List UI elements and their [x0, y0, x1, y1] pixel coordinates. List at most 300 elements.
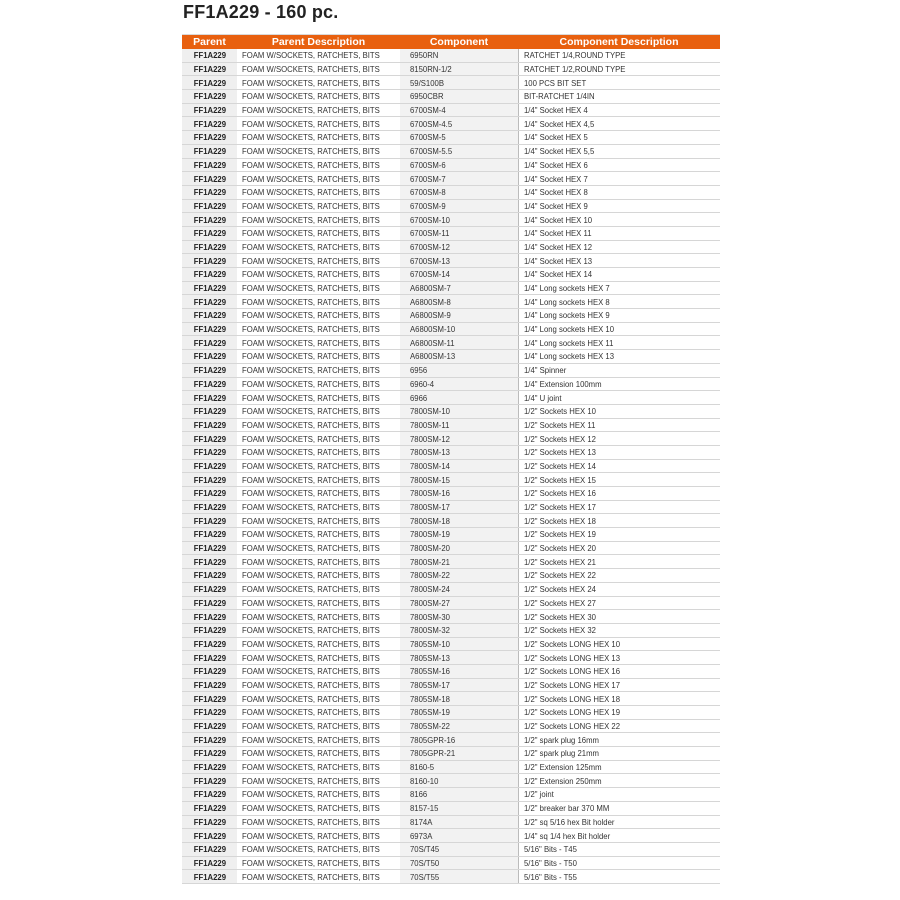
component-description-cell — [518, 445, 720, 459]
component-description-cell — [518, 322, 720, 336]
parent-description-cell — [237, 815, 400, 829]
parent-cell — [182, 350, 237, 364]
parent-description-cell — [237, 623, 400, 637]
component-cell — [400, 90, 518, 104]
component-description-cell-text: 1/2" breaker bar 370 MM — [523, 803, 609, 814]
component-cell — [400, 76, 518, 90]
component-cell-text: 7800SM-12 — [410, 433, 450, 444]
parent-description-cell — [237, 555, 400, 569]
component-description-cell-text: 1/2" Sockets LONG HEX 22 — [523, 721, 620, 732]
component-description-cell-text: 1/4" Long sockets HEX 9 — [523, 310, 610, 321]
component-cell-text: 7800SM-14 — [410, 460, 450, 471]
parent-description-cell-text: FOAM W/SOCKETS, RATCHETS, BITS — [242, 625, 380, 636]
parent-description-cell — [237, 418, 400, 432]
table-row — [182, 226, 720, 240]
parent-description-cell — [237, 541, 400, 555]
parent-cell — [182, 541, 237, 555]
parent-description-cell-text: FOAM W/SOCKETS, RATCHETS, BITS — [242, 159, 380, 170]
parent-description-cell — [237, 651, 400, 665]
parent-description-cell — [237, 254, 400, 268]
parent-description-cell — [237, 801, 400, 815]
parent-cell-text: FF1A229 — [193, 775, 226, 786]
component-description-cell-text: 1/2" joint — [523, 789, 554, 800]
component-description-cell — [518, 49, 720, 62]
component-description-cell-text: 1/4" Socket HEX 6 — [523, 159, 588, 170]
component-description-cell-text: 1/2" spark plug 16mm — [523, 734, 599, 745]
component-cell-text: A6800SM-11 — [410, 337, 455, 348]
table-row — [182, 336, 720, 350]
component-cell-text: 6700SM-7 — [410, 173, 446, 184]
parent-cell — [182, 610, 237, 624]
component-description-cell-text: 1/4" Spinner — [523, 365, 566, 376]
component-cell-text: 6700SM-11 — [410, 228, 450, 239]
component-cell — [400, 692, 518, 706]
parent-cell-text: FF1A229 — [193, 762, 226, 773]
parent-description-cell-text: FOAM W/SOCKETS, RATCHETS, BITS — [242, 337, 380, 348]
parent-description-cell-text: FOAM W/SOCKETS, RATCHETS, BITS — [242, 296, 380, 307]
parent-description-cell — [237, 240, 400, 254]
component-cell — [400, 268, 518, 282]
component-description-cell — [518, 336, 720, 350]
component-description-cell-text: 1/4" Long sockets HEX 13 — [523, 351, 614, 362]
component-cell — [400, 240, 518, 254]
component-description-cell-text: 1/2" Sockets HEX 16 — [523, 488, 596, 499]
table-row — [182, 158, 720, 172]
component-description-cell — [518, 268, 720, 282]
table-row — [182, 596, 720, 610]
parent-description-cell-text: FOAM W/SOCKETS, RATCHETS, BITS — [242, 64, 380, 75]
table-row — [182, 62, 720, 76]
header-parent: Parent — [182, 35, 237, 50]
parent-description-cell-text: FOAM W/SOCKETS, RATCHETS, BITS — [242, 310, 380, 321]
component-cell — [400, 596, 518, 610]
component-description-cell — [518, 788, 720, 802]
parent-cell-text: FF1A229 — [193, 132, 226, 143]
table-row — [182, 281, 720, 295]
table-row — [182, 76, 720, 90]
table-row — [182, 829, 720, 843]
component-description-cell — [518, 569, 720, 583]
parent-cell-text: FF1A229 — [193, 283, 226, 294]
parent-description-cell-text: FOAM W/SOCKETS, RATCHETS, BITS — [242, 652, 380, 663]
table-row — [182, 432, 720, 446]
component-description-cell — [518, 432, 720, 446]
component-description-cell-text: 1/2" Sockets HEX 10 — [523, 406, 596, 417]
parent-description-cell — [237, 610, 400, 624]
table-row — [182, 500, 720, 514]
parent-cell-text: FF1A229 — [193, 803, 226, 814]
parent-cell — [182, 295, 237, 309]
component-description-cell-text: 1/4" Socket HEX 11 — [523, 228, 592, 239]
parent-description-cell-text: FOAM W/SOCKETS, RATCHETS, BITS — [242, 365, 380, 376]
component-description-cell — [518, 281, 720, 295]
parent-cell-text: FF1A229 — [193, 77, 226, 88]
component-description-cell — [518, 185, 720, 199]
component-cell-text: 7800SM-18 — [410, 515, 450, 526]
parent-cell — [182, 49, 237, 62]
parent-cell-text: FF1A229 — [193, 652, 226, 663]
component-cell-text: 8166 — [410, 789, 428, 800]
component-cell-text: 7805SM-16 — [410, 666, 450, 677]
parent-description-cell-text: FOAM W/SOCKETS, RATCHETS, BITS — [242, 515, 380, 526]
component-description-cell — [518, 240, 720, 254]
table-row — [182, 569, 720, 583]
component-cell — [400, 404, 518, 418]
parent-description-cell-text: FOAM W/SOCKETS, RATCHETS, BITS — [242, 666, 380, 677]
parent-cell — [182, 678, 237, 692]
component-cell — [400, 801, 518, 815]
component-description-cell-text: 1/4" Socket HEX 14 — [523, 269, 592, 280]
component-description-cell — [518, 541, 720, 555]
component-description-cell-text: 1/4" Socket HEX 8 — [523, 187, 588, 198]
parent-description-cell — [237, 692, 400, 706]
component-description-cell-text: 1/2" Sockets LONG HEX 18 — [523, 693, 620, 704]
parent-description-cell-text: FOAM W/SOCKETS, RATCHETS, BITS — [242, 378, 380, 389]
parent-cell-text: FF1A229 — [193, 351, 226, 362]
table-row — [182, 404, 720, 418]
parent-cell — [182, 268, 237, 282]
component-description-cell — [518, 90, 720, 104]
parent-description-cell-text: FOAM W/SOCKETS, RATCHETS, BITS — [242, 105, 380, 116]
component-description-cell-text: RATCHET 1/4,ROUND TYPE — [523, 50, 625, 61]
parent-cell-text: FF1A229 — [193, 419, 226, 430]
table-row — [182, 322, 720, 336]
parent-cell — [182, 788, 237, 802]
component-cell-text: 59/S100B — [410, 77, 444, 88]
table-body — [182, 49, 720, 883]
parent-description-cell-text: FOAM W/SOCKETS, RATCHETS, BITS — [242, 611, 380, 622]
parent-cell — [182, 103, 237, 117]
component-description-cell-text: 5/16" Bits - T45 — [523, 844, 577, 855]
parent-description-cell — [237, 856, 400, 870]
table-row — [182, 733, 720, 747]
parent-cell — [182, 829, 237, 843]
component-description-cell — [518, 172, 720, 186]
parent-description-cell-text: FOAM W/SOCKETS, RATCHETS, BITS — [242, 200, 380, 211]
component-cell — [400, 226, 518, 240]
parent-cell — [182, 582, 237, 596]
parent-cell-text: FF1A229 — [193, 734, 226, 745]
parent-description-cell — [237, 363, 400, 377]
component-description-cell-text: 1/2" Sockets HEX 30 — [523, 611, 596, 622]
component-cell-text: 7805SM-13 — [410, 652, 450, 663]
parent-cell — [182, 158, 237, 172]
parent-cell — [182, 240, 237, 254]
parent-description-cell — [237, 747, 400, 761]
component-description-cell-text: 1/4" Socket HEX 4,5 — [523, 118, 594, 129]
table-row — [182, 541, 720, 555]
table-row — [182, 240, 720, 254]
component-cell-text: 6700SM-13 — [410, 255, 450, 266]
parent-cell-text: FF1A229 — [193, 584, 226, 595]
component-description-cell — [518, 760, 720, 774]
parent-description-cell — [237, 76, 400, 90]
parent-cell — [182, 637, 237, 651]
parent-cell-text: FF1A229 — [193, 173, 226, 184]
parent-description-cell — [237, 637, 400, 651]
parent-cell-text: FF1A229 — [193, 365, 226, 376]
parent-cell-text: FF1A229 — [193, 406, 226, 417]
parent-description-cell-text: FOAM W/SOCKETS, RATCHETS, BITS — [242, 324, 380, 335]
component-description-cell-text: 1/4" Socket HEX 4 — [523, 105, 588, 116]
table-row — [182, 309, 720, 323]
component-description-cell — [518, 870, 720, 884]
component-cell — [400, 651, 518, 665]
parent-description-cell — [237, 90, 400, 104]
parent-description-cell — [237, 404, 400, 418]
component-description-cell — [518, 774, 720, 788]
parent-description-cell-text: FOAM W/SOCKETS, RATCHETS, BITS — [242, 77, 380, 88]
component-cell — [400, 528, 518, 542]
parent-description-cell-text: FOAM W/SOCKETS, RATCHETS, BITS — [242, 228, 380, 239]
component-cell-text: 7800SM-27 — [410, 597, 450, 608]
component-cell-text: 7805SM-17 — [410, 679, 450, 690]
table-row — [182, 459, 720, 473]
component-cell — [400, 569, 518, 583]
table-row — [182, 514, 720, 528]
parent-description-cell — [237, 445, 400, 459]
parent-description-cell-text: FOAM W/SOCKETS, RATCHETS, BITS — [242, 187, 380, 198]
component-description-cell — [518, 842, 720, 856]
component-description-cell — [518, 856, 720, 870]
parent-cell — [182, 377, 237, 391]
table-row — [182, 49, 720, 62]
component-description-cell — [518, 144, 720, 158]
component-cell — [400, 473, 518, 487]
component-cell — [400, 870, 518, 884]
table-row — [182, 815, 720, 829]
parent-description-cell — [237, 131, 400, 145]
component-cell-text: 7805SM-10 — [410, 638, 450, 649]
component-cell — [400, 774, 518, 788]
table-row — [182, 747, 720, 761]
component-cell — [400, 637, 518, 651]
parent-description-cell — [237, 459, 400, 473]
table-row — [182, 582, 720, 596]
table-row — [182, 199, 720, 213]
component-cell — [400, 49, 518, 62]
parent-cell — [182, 131, 237, 145]
component-cell — [400, 719, 518, 733]
parent-cell — [182, 842, 237, 856]
table-row — [182, 131, 720, 145]
parent-cell-text: FF1A229 — [193, 378, 226, 389]
parent-description-cell-text: FOAM W/SOCKETS, RATCHETS, BITS — [242, 50, 380, 61]
parent-cell — [182, 445, 237, 459]
component-cell — [400, 623, 518, 637]
component-cell-text: 8160-10 — [410, 775, 439, 786]
parent-cell-text: FF1A229 — [193, 310, 226, 321]
parent-description-cell-text: FOAM W/SOCKETS, RATCHETS, BITS — [242, 392, 380, 403]
parent-description-cell — [237, 268, 400, 282]
component-description-cell-text: 1/2" Sockets LONG HEX 17 — [523, 679, 620, 690]
parent-description-cell — [237, 117, 400, 131]
parent-description-cell — [237, 322, 400, 336]
parent-description-cell — [237, 664, 400, 678]
parent-description-cell-text: FOAM W/SOCKETS, RATCHETS, BITS — [242, 488, 380, 499]
component-description-cell-text: 1/2" Sockets HEX 11 — [523, 419, 595, 430]
component-cell-text: 6700SM-4.5 — [410, 118, 453, 129]
component-cell-text: 7800SM-15 — [410, 474, 450, 485]
table-row — [182, 528, 720, 542]
parent-cell-text: FF1A229 — [193, 597, 226, 608]
table-row — [182, 842, 720, 856]
component-cell-text: 6700SM-5 — [410, 132, 446, 143]
parent-cell — [182, 856, 237, 870]
component-cell — [400, 377, 518, 391]
components-table — [182, 34, 720, 884]
component-description-cell — [518, 801, 720, 815]
table-row — [182, 391, 720, 405]
parent-cell — [182, 226, 237, 240]
component-description-cell-text: 1/4" Long sockets HEX 10 — [523, 324, 614, 335]
component-cell — [400, 829, 518, 843]
component-cell — [400, 432, 518, 446]
parent-cell-text: FF1A229 — [193, 693, 226, 704]
parent-description-cell — [237, 199, 400, 213]
parent-description-cell-text: FOAM W/SOCKETS, RATCHETS, BITS — [242, 679, 380, 690]
parent-description-cell — [237, 336, 400, 350]
component-cell-text: 6700SM-10 — [410, 214, 450, 225]
component-description-cell-text: 1/2" Sockets HEX 22 — [523, 570, 596, 581]
table-row — [182, 610, 720, 624]
component-description-cell — [518, 131, 720, 145]
component-cell — [400, 418, 518, 432]
parent-cell-text: FF1A229 — [193, 187, 226, 198]
header-parent-description: Parent Description — [237, 35, 400, 50]
parent-description-cell-text: FOAM W/SOCKETS, RATCHETS, BITS — [242, 283, 380, 294]
table-row — [182, 363, 720, 377]
table-row — [182, 172, 720, 186]
component-description-cell-text: 1/4" Long sockets HEX 8 — [523, 296, 610, 307]
component-cell — [400, 747, 518, 761]
component-cell-text: 6700SM-9 — [410, 200, 446, 211]
component-cell-text: 6950RN — [410, 50, 439, 61]
component-description-cell — [518, 815, 720, 829]
component-description-cell-text: 1/4" Socket HEX 5 — [523, 132, 588, 143]
parent-description-cell-text: FOAM W/SOCKETS, RATCHETS, BITS — [242, 871, 380, 882]
component-description-cell — [518, 226, 720, 240]
parent-description-cell — [237, 733, 400, 747]
component-cell — [400, 363, 518, 377]
component-description-cell — [518, 76, 720, 90]
parent-description-cell-text: FOAM W/SOCKETS, RATCHETS, BITS — [242, 214, 380, 225]
component-description-cell — [518, 733, 720, 747]
parent-cell — [182, 596, 237, 610]
parent-description-cell — [237, 377, 400, 391]
parent-description-cell — [237, 706, 400, 720]
component-description-cell-text: 1/2" Sockets HEX 17 — [523, 502, 596, 513]
component-cell — [400, 131, 518, 145]
parent-cell-text: FF1A229 — [193, 460, 226, 471]
parent-description-cell — [237, 528, 400, 542]
component-description-cell — [518, 363, 720, 377]
parent-cell — [182, 322, 237, 336]
component-description-cell-text: RATCHET 1/2,ROUND TYPE — [523, 64, 625, 75]
parent-description-cell — [237, 432, 400, 446]
parent-cell — [182, 706, 237, 720]
parent-cell-text: FF1A229 — [193, 105, 226, 116]
parent-cell — [182, 391, 237, 405]
component-description-cell — [518, 623, 720, 637]
parent-description-cell-text: FOAM W/SOCKETS, RATCHETS, BITS — [242, 789, 380, 800]
parent-description-cell-text: FOAM W/SOCKETS, RATCHETS, BITS — [242, 502, 380, 513]
component-cell — [400, 103, 518, 117]
parent-cell — [182, 76, 237, 90]
component-cell-text: 8160-5 — [410, 762, 435, 773]
parent-cell — [182, 281, 237, 295]
component-cell — [400, 514, 518, 528]
parent-description-cell — [237, 514, 400, 528]
component-cell — [400, 62, 518, 76]
table-row — [182, 637, 720, 651]
component-description-cell-text: 1/2" Extension 125mm — [523, 762, 602, 773]
parent-description-cell-text: FOAM W/SOCKETS, RATCHETS, BITS — [242, 597, 380, 608]
parent-cell-text: FF1A229 — [193, 830, 226, 841]
parent-cell-text: FF1A229 — [193, 214, 226, 225]
component-description-cell — [518, 664, 720, 678]
parent-cell-text: FF1A229 — [193, 789, 226, 800]
component-cell — [400, 445, 518, 459]
component-cell — [400, 788, 518, 802]
component-cell — [400, 322, 518, 336]
parent-cell — [182, 555, 237, 569]
component-description-cell — [518, 254, 720, 268]
parent-cell — [182, 870, 237, 884]
component-cell — [400, 610, 518, 624]
component-cell — [400, 706, 518, 720]
component-cell-text: 70S/T55 — [410, 871, 440, 882]
component-description-cell-text: 1/4" sq 1/4 hex Bit holder — [523, 830, 610, 841]
parent-cell-text: FF1A229 — [193, 816, 226, 827]
table-row — [182, 870, 720, 884]
component-description-cell — [518, 678, 720, 692]
table-row — [182, 719, 720, 733]
parent-description-cell-text: FOAM W/SOCKETS, RATCHETS, BITS — [242, 748, 380, 759]
component-cell-text: 7805GPR-21 — [410, 748, 456, 759]
component-cell — [400, 541, 518, 555]
table-row — [182, 487, 720, 501]
component-cell — [400, 295, 518, 309]
component-description-cell-text: 1/2" Sockets HEX 13 — [523, 447, 596, 458]
table-row — [182, 473, 720, 487]
component-cell-text: 7800SM-11 — [410, 419, 450, 430]
component-cell-text: 6966 — [410, 392, 428, 403]
component-cell-text: 7800SM-22 — [410, 570, 450, 581]
parent-cell — [182, 569, 237, 583]
component-description-cell-text: 1/2" Sockets HEX 20 — [523, 543, 596, 554]
parent-cell — [182, 418, 237, 432]
parent-description-cell — [237, 719, 400, 733]
table-row — [182, 213, 720, 227]
parent-description-cell — [237, 842, 400, 856]
parent-cell — [182, 363, 237, 377]
parent-cell-text: FF1A229 — [193, 159, 226, 170]
component-description-cell-text: 1/4" Socket HEX 9 — [523, 200, 588, 211]
component-cell — [400, 678, 518, 692]
component-description-cell-text: 1/2" Sockets HEX 19 — [523, 529, 596, 540]
component-cell-text: 6956 — [410, 365, 428, 376]
component-cell — [400, 199, 518, 213]
component-description-cell-text: 1/4" Socket HEX 10 — [523, 214, 592, 225]
component-description-cell-text: 1/2" Sockets LONG HEX 13 — [523, 652, 620, 663]
parent-description-cell — [237, 103, 400, 117]
parent-description-cell-text: FOAM W/SOCKETS, RATCHETS, BITS — [242, 857, 380, 868]
parent-cell — [182, 801, 237, 815]
component-cell-text: 6700SM-5.5 — [410, 146, 453, 157]
parent-cell-text: FF1A229 — [193, 556, 226, 567]
parent-description-cell-text: FOAM W/SOCKETS, RATCHETS, BITS — [242, 762, 380, 773]
